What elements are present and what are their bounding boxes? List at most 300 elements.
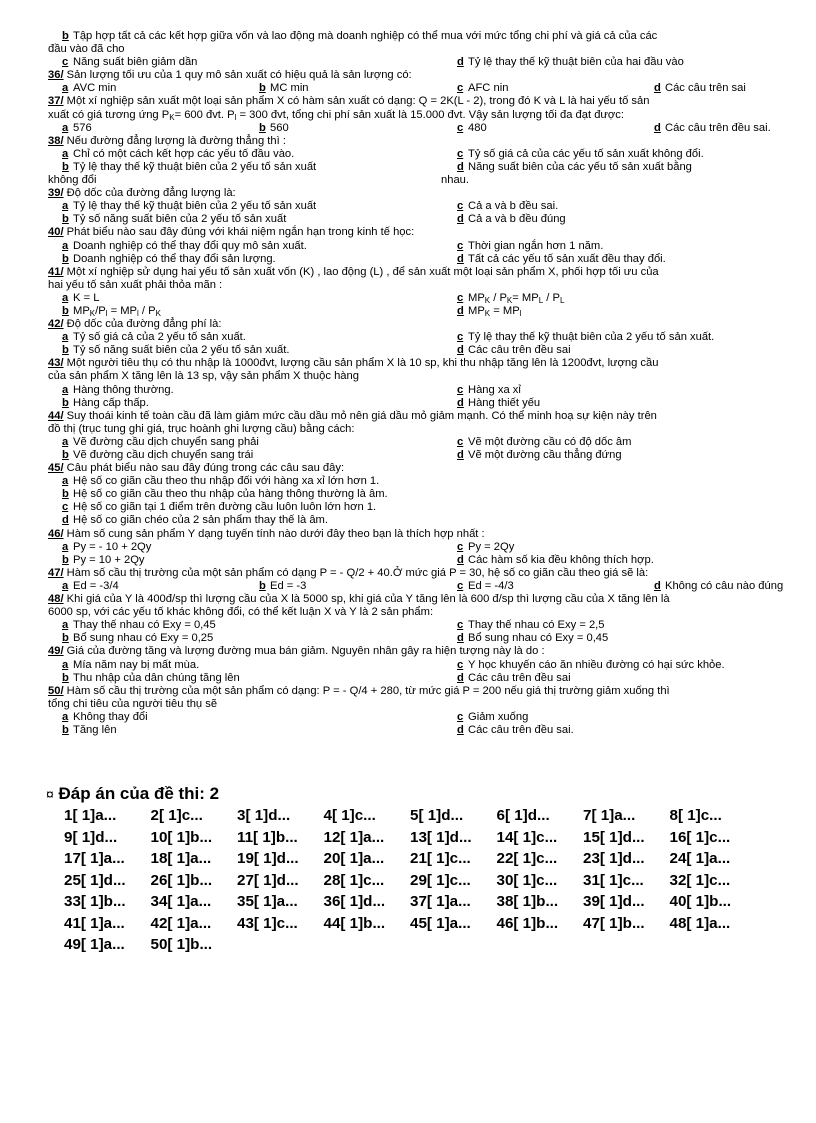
option-letter: b: [62, 723, 69, 736]
option-text: Tỷ lệ thay thế kỹ thuật biên của 2 yếu tố sản xuất: [73, 200, 317, 213]
option-text: Các câu trên đều sai.: [665, 121, 771, 134]
option-left: [48, 672, 443, 685]
option-left: [48, 554, 443, 567]
question-number: 37/: [48, 95, 64, 108]
option-text: $MP_K/P_l = MP_l / P_K$: [73, 304, 161, 318]
question-number: 38/: [48, 134, 64, 147]
option-letter: c: [457, 540, 464, 553]
option-text: Doanh nghiệp có thể thay đổi sản lượng.: [73, 252, 276, 265]
question-text: Nếu đường đẳng lượng là đường thẳng thì :: [63, 134, 286, 147]
option-letter: c: [457, 147, 464, 160]
question-line: [48, 226, 788, 239]
answer-item: 3[ 1]d...: [237, 807, 291, 825]
question-text: Giá của đường tăng và lượng đường mua bán giảm. Nguyên nhân gây ra hiện tượng này là do :: [63, 645, 545, 658]
option-letter: b: [62, 252, 69, 265]
option-pair: [48, 672, 788, 685]
option-text: K = L: [73, 291, 100, 304]
option-pair: [48, 711, 788, 724]
question-line: [48, 462, 788, 475]
option-text: 560: [270, 121, 289, 134]
option-letter: d: [457, 396, 464, 409]
option-text: Hệ số co giãn cầu theo thu nhập đối với hàng xa xỉ lớn hơn 1.: [73, 475, 380, 488]
option-cell: [48, 122, 245, 135]
option-pair: [48, 554, 788, 567]
option-letter: c: [457, 383, 464, 396]
option-letter: c: [457, 200, 464, 213]
option-letter: c: [457, 579, 464, 592]
answer-item: 6[ 1]d...: [496, 807, 550, 825]
answer-item: 46[ 1]b...: [496, 914, 559, 932]
option-text: Tỷ lệ thay thế kỹ thuật biên của hai đầu vào: [468, 56, 684, 69]
option-text: Không có câu nào đúng: [665, 579, 784, 592]
continuation-line: hai yếu tố sản xuất phải thỏa mãn :: [48, 278, 223, 291]
question-text: Một xí nghiệp sản xuất một loại sản phẩm X có hàm sản xuất có dạng: Q = 2K(L - 2), trong đó K và L là hai yếu tố sản: [63, 95, 650, 108]
option-letter: a: [62, 331, 69, 344]
question-line: [48, 135, 788, 148]
question-list: [48, 30, 788, 737]
option-letter: b: [62, 488, 69, 501]
option-pair: [48, 541, 788, 554]
option-text: Tất cả các yếu tố sản xuất đều thay đổi.: [468, 252, 666, 265]
option-letter: c: [457, 435, 464, 448]
answer-item: 19[ 1]d...: [237, 850, 299, 868]
option-text: 576: [73, 121, 92, 134]
option-right: [443, 672, 788, 685]
option-text: Năng suất biên giảm dần: [73, 56, 198, 69]
option-letter: a: [62, 200, 69, 213]
option-text: Ed = -3: [270, 579, 307, 592]
question-line: [48, 685, 788, 698]
option-left: [48, 200, 443, 213]
option-text: AVC min: [73, 82, 117, 95]
option-right: [443, 632, 788, 645]
option-letter: c: [62, 56, 69, 69]
option-text: Cả a và b đều đúng: [468, 213, 566, 226]
option-text: Năng suất biên của các yếu tố sản xuất bằng: [468, 160, 692, 173]
option-letter: a: [62, 383, 69, 396]
question-line: [48, 528, 788, 541]
option-text: Chỉ có một cách kết hợp các yếu tố đầu vào.: [73, 147, 295, 160]
option-letter: b: [62, 213, 69, 226]
option-letter: a: [62, 121, 69, 134]
answer-item: 15[ 1]d...: [583, 828, 645, 846]
answer-key-title: [46, 783, 788, 805]
option-cell: [640, 122, 788, 135]
answer-item: 24[ 1]a...: [669, 850, 731, 868]
answer-item: 13[ 1]d...: [410, 828, 472, 846]
answer-item: 28[ 1]c...: [323, 871, 385, 889]
answer-item: 47[ 1]b...: [583, 914, 645, 932]
question-line: [48, 593, 788, 606]
option-letter: d: [457, 671, 464, 684]
question-number: 46/: [48, 527, 64, 540]
option-letter: b: [62, 304, 69, 317]
answer-item: 49[ 1]a...: [64, 936, 125, 954]
option-text: Hệ số co giãn tại 1 điểm trên đường cầu luôn luôn lớn hơn 1.: [73, 501, 377, 514]
answer-item: 25[ 1]d...: [64, 871, 126, 889]
option-right: [443, 711, 788, 724]
question-line: [48, 410, 788, 423]
option-letter: c: [457, 82, 464, 95]
option-right: [443, 305, 788, 318]
continuation-line: của sản phẩm X tăng lên là 13 sp, vậy sản phẩm X thuộc hàng: [48, 370, 359, 383]
option-right: [443, 213, 788, 226]
answer-item: 40[ 1]b...: [669, 893, 732, 911]
answer-item: 39[ 1]d...: [583, 893, 645, 911]
question-number: 49/: [48, 645, 64, 658]
option-letter: a: [62, 579, 69, 592]
option-pair: [48, 213, 788, 226]
option-pair: [48, 56, 788, 69]
option-letter: b: [62, 344, 69, 357]
question-text: Một người tiêu thụ có thu nhập là 1000đvt, lượng cầu sản phẩm X là 10 sp, khi thu nhập tăng lên là 1200đvt, lượng cầu: [63, 357, 659, 370]
option-letter: d: [654, 121, 661, 134]
option-left: [48, 161, 443, 174]
option-letter: b: [62, 449, 69, 461]
option-right: [443, 397, 788, 410]
continuation-line: đầu vào đã cho: [48, 43, 125, 56]
option-text: Hàng thông thường.: [73, 383, 174, 396]
option-text: Không thay đổi: [73, 710, 148, 723]
option-letter: d: [457, 252, 464, 265]
option-right: [443, 253, 788, 266]
answer-item: 11[ 1]b...: [237, 828, 298, 846]
option-letter: c: [457, 291, 464, 304]
option-text: Y học khuyến cáo ăn nhiều đường có hại sức khỏe.: [468, 658, 725, 671]
question-text: Khi giá của Y là 400đ/sp thì lượng cầu của X là 5000 sp, khi giá của Y tăng lên là 600 đ/sp thì lượng cầu của X tăng lên là: [63, 593, 670, 606]
answer-item: 17[ 1]a...: [64, 850, 125, 868]
option-left: [48, 384, 443, 397]
option-quad: [48, 580, 788, 593]
option-letter: a: [62, 619, 69, 632]
option-cell: [443, 122, 640, 135]
option-text: Thời gian ngắn hơn 1 năm.: [468, 239, 604, 252]
option-right: [443, 619, 788, 632]
option-letter: c: [457, 658, 464, 671]
option-text: 480: [468, 121, 487, 134]
answer-item: 16[ 1]c...: [669, 828, 731, 846]
option-letter: c: [62, 501, 69, 514]
option-right: [443, 659, 788, 672]
option-text: Tỷ lệ thay thế kỹ thuật biên của 2 yếu tố sản xuất.: [468, 331, 715, 344]
option-letter: d: [654, 579, 661, 592]
question-line: [48, 187, 788, 200]
answer-item: 29[ 1]c...: [410, 871, 471, 889]
answer-item: 35[ 1]a...: [237, 893, 298, 911]
question-number: 39/: [48, 187, 64, 200]
answer-item: 31[ 1]c...: [583, 871, 644, 889]
option-pair: [48, 331, 788, 344]
continuation-line: 6000 sp, với các yếu tố khác không đổi, có thể kết luận X và Y là 2 sản phẩm:: [48, 606, 434, 619]
option-text: Tỷ số giá cả của các yếu tố sản xuất không đổi.: [468, 147, 704, 160]
option-cell: [245, 82, 443, 95]
option-left: [48, 724, 443, 737]
option-text: MC min: [270, 82, 309, 95]
option-line: [48, 501, 788, 514]
option-pair: [48, 436, 788, 449]
option-letter: b: [62, 553, 69, 566]
question-line: [48, 69, 788, 82]
option-text: Thu nhập của dân chúng tăng lên: [73, 671, 240, 684]
question-text: Độ dốc của đường đẳng phí là:: [63, 318, 222, 331]
option-text: Bổ sung nhau có Exy = 0,25: [73, 632, 214, 645]
question-number: 41/: [48, 265, 64, 278]
option-right: [443, 148, 788, 161]
option-pair: [48, 632, 788, 645]
option-right: [443, 344, 788, 357]
option-text: Thay thế nhau có Exy = 0,45: [73, 619, 216, 632]
answer-item: 32[ 1]c...: [669, 871, 731, 889]
option-text: Doanh nghiệp có thể thay đổi quy mô sản xuất.: [73, 239, 307, 252]
question-number: 43/: [48, 357, 64, 370]
option-pair: [48, 200, 788, 213]
option-text: Vẽ đường cầu dịch chuyển sang trái: [73, 449, 254, 461]
answer-item: 8[ 1]c...: [669, 807, 722, 825]
answer-item: 12[ 1]a...: [323, 828, 385, 846]
option-text: Tập hợp tất cả các kết hợp giữa vốn và lao động mà doanh nghiệp có thể mua với mức tổng chi phí và giá cả của các: [73, 30, 658, 42]
option-left: [48, 449, 443, 462]
option-text: Hệ số co giãn chéo của 2 sản phẩm thay thế là âm.: [73, 514, 328, 527]
option-letter: d: [457, 553, 464, 566]
answer-item: 7[ 1]a...: [583, 807, 636, 825]
answer-item: 37[ 1]a...: [410, 893, 471, 911]
question-text: Suy thoái kinh tế toàn cầu đã làm giảm mức cầu dầu mỏ nên giá dầu mỏ giảm mạnh. Có thể minh hoạ sự kiện này trên: [63, 409, 657, 422]
option-right: [443, 161, 788, 174]
option-letter: d: [457, 632, 464, 645]
option-pair: [48, 253, 788, 266]
option-text: Vẽ một đường cầu có độ dốc âm: [468, 435, 632, 448]
answer-item: 18[ 1]a...: [150, 850, 212, 868]
answer-item: 34[ 1]a...: [150, 893, 212, 911]
continuation-line: xuất có giá tương ứng $P_K= 600$ đvt. $P_l = 300$ đvt, tổng chi phí sản xuất là 15.000 đvt. Vậy sản lượng tối đa đạt được:: [48, 108, 624, 122]
option-text: Py = 10 + 2Qy: [73, 553, 145, 566]
option-letter: c: [457, 239, 464, 252]
option-pair: [48, 619, 788, 632]
option-letter: b: [62, 671, 69, 684]
split-left: không đổi: [48, 174, 97, 187]
answer-item: 27[ 1]d...: [237, 871, 299, 889]
option-left: [48, 56, 443, 69]
split-line: [48, 174, 788, 187]
option-text: Bổ sung nhau có Exy = 0,45: [468, 632, 609, 645]
option-pair: [48, 240, 788, 253]
option-letter: b: [62, 160, 69, 173]
option-letter: d: [457, 723, 464, 736]
option-text: Tỷ lệ thay thế kỹ thuật biên của 2 yếu tố sản xuất: [73, 160, 317, 173]
option-left: [48, 240, 443, 253]
answer-item: 2[ 1]c...: [150, 807, 203, 825]
option-text: Ed = -3/4: [73, 579, 119, 592]
answer-item: 23[ 1]d...: [583, 850, 645, 868]
option-letter: d: [654, 82, 661, 95]
option-text: Hàng thiết yếu: [468, 396, 541, 409]
option-pair: [48, 384, 788, 397]
option-text: Cả a và b đều sai.: [468, 200, 559, 213]
option-text: AFC nin: [468, 82, 509, 95]
answer-item: 20[ 1]a...: [323, 850, 385, 868]
answer-item: 38[ 1]b...: [496, 893, 559, 911]
option-text: Py = 2Qy: [468, 540, 515, 553]
question-number: 40/: [48, 226, 64, 239]
option-text: Giảm xuống: [468, 710, 529, 723]
option-left: [48, 305, 443, 318]
option-left: [48, 632, 443, 645]
option-letter: a: [62, 658, 69, 671]
option-text: Hệ số co giãn cầu theo thu nhập của hàng thông thường là âm.: [73, 488, 388, 501]
option-right: [443, 449, 788, 462]
question-number: 45/: [48, 462, 64, 475]
option-letter: c: [457, 619, 464, 632]
answer-item: 22[ 1]c...: [496, 850, 558, 868]
option-pair: [48, 449, 788, 462]
option-text: Các câu trên đều sai: [468, 671, 571, 684]
option-text: Tỷ số năng suất biên của 2 yếu tố sản xuất.: [73, 344, 290, 357]
option-right: [443, 292, 788, 305]
option-letter: a: [62, 710, 69, 723]
option-right: [443, 554, 788, 567]
option-letter: c: [457, 710, 464, 723]
option-left: [48, 331, 443, 344]
option-letter: b: [62, 396, 69, 409]
option-letter: b: [259, 121, 266, 134]
question-text: Phát biểu nào sau đây đúng với khái niệm ngắn hạn trong kinh tế học:: [63, 226, 415, 239]
option-cell: [443, 580, 640, 593]
option-text: Py = - 10 + 2Qy: [73, 540, 152, 553]
option-letter: b: [259, 579, 266, 592]
question-text: Câu phát biểu nào sau đây đúng trong các câu sau đây:: [63, 462, 345, 475]
option-cell: [245, 580, 443, 593]
option-text: Hàng cấp thấp.: [73, 396, 149, 409]
option-right: [443, 724, 788, 737]
option-letter: a: [62, 540, 69, 553]
option-pair: [48, 305, 788, 318]
option-right: [443, 436, 788, 449]
option-pair: [48, 161, 788, 174]
option-left: [48, 436, 443, 449]
option-line: [48, 475, 788, 488]
question-number: 48/: [48, 593, 64, 606]
answer-item: 44[ 1]b...: [323, 914, 386, 932]
option-line: [48, 30, 788, 43]
answer-item: 4[ 1]c...: [323, 807, 376, 825]
option-text: Các hàm số kia đều không thích hợp.: [468, 553, 654, 566]
answer-item: 5[ 1]d...: [410, 807, 464, 825]
question-line: [48, 357, 788, 370]
answer-item: 14[ 1]c...: [496, 828, 558, 846]
option-text: Các câu trên đều sai: [468, 344, 571, 357]
answer-key-heading: Đáp án của đề thi: 2: [58, 784, 220, 804]
question-text: Độ dốc của đường đẳng lượng là:: [63, 187, 236, 200]
option-text: Tỷ số giá cả của 2 yếu tố sản xuất.: [73, 331, 246, 344]
answer-item: 30[ 1]c...: [496, 871, 558, 889]
option-quad: [48, 122, 788, 135]
option-text: Tăng lên: [73, 723, 117, 736]
question-line: [48, 318, 788, 331]
option-left: [48, 253, 443, 266]
question-number: 42/: [48, 318, 64, 331]
continuation-line: tổng chi tiêu của người tiêu thụ sẽ: [48, 697, 218, 710]
answer-item: 33[ 1]b...: [64, 893, 126, 911]
option-right: [443, 56, 788, 69]
option-text: Ed = -4/3: [468, 579, 514, 592]
option-letter: d: [457, 56, 464, 69]
option-letter: a: [62, 82, 69, 95]
answer-item: 42[ 1]a...: [150, 914, 212, 932]
option-letter: a: [62, 291, 69, 304]
option-cell: [245, 122, 443, 135]
option-letter: b: [259, 82, 266, 95]
option-text: Các câu trên sai: [665, 82, 746, 95]
option-pair: [48, 724, 788, 737]
option-letter: d: [457, 213, 464, 226]
option-cell: [48, 580, 245, 593]
option-right: [443, 384, 788, 397]
question-number: 50/: [48, 684, 64, 697]
question-number: 44/: [48, 409, 64, 422]
option-letter: a: [62, 475, 69, 488]
option-left: [48, 148, 443, 161]
option-right: [443, 541, 788, 554]
answer-item: 26[ 1]b...: [150, 871, 213, 889]
option-line: [48, 514, 788, 527]
option-pair: [48, 344, 788, 357]
option-left: [48, 292, 443, 305]
answer-item: 21[ 1]c...: [410, 850, 471, 868]
option-cell: [48, 82, 245, 95]
option-letter: d: [457, 449, 464, 461]
answer-item: 43[ 1]c...: [237, 914, 298, 932]
answer-grid: [64, 805, 788, 956]
currency-symbol: ¤: [46, 786, 54, 803]
option-text: Vẽ một đường cầu thẳng đứng: [468, 449, 622, 461]
option-text: $MP_K / P_K= MP_L / P_L$: [468, 291, 565, 305]
option-text: Mía năm nay bị mất mùa.: [73, 658, 200, 671]
answer-item: 1[ 1]a...: [64, 807, 117, 825]
option-letter: d: [457, 304, 464, 317]
option-letter: a: [62, 239, 69, 252]
option-line: [48, 488, 788, 501]
question-text: Hàm số cầu thị trường của một sản phẩm có dạng P = - Q/2 + 40.Ở mức giá P = 30, hệ số co giãn cầu theo giá sẽ là:: [63, 566, 649, 579]
option-letter: a: [62, 147, 69, 160]
option-left: [48, 213, 443, 226]
option-letter: b: [62, 632, 69, 645]
option-left: [48, 619, 443, 632]
answer-item: 10[ 1]b...: [150, 828, 213, 846]
continuation-line: đồ thị (trục tung ghi giá, trục hoành ghi lượng cầu) bằng cách:: [48, 422, 355, 435]
option-pair: [48, 148, 788, 161]
option-right: [443, 331, 788, 344]
option-letter: d: [62, 514, 69, 527]
option-cell: [640, 580, 788, 593]
answer-item: 41[ 1]a...: [64, 914, 125, 932]
answer-item: 50[ 1]b...: [150, 936, 213, 954]
option-text: Các câu trên đều sai.: [468, 723, 574, 736]
answer-key: [48, 783, 788, 956]
option-right: [443, 240, 788, 253]
option-text: Hàng xa xỉ: [468, 383, 521, 396]
exam-page: [48, 30, 788, 956]
option-text: Thay thế nhau có Exy = 2,5: [468, 619, 605, 632]
option-text: $MP_K = MP_l$: [468, 304, 522, 318]
question-number: 47/: [48, 566, 64, 579]
question-line: [48, 95, 788, 108]
option-pair: [48, 397, 788, 410]
option-letter: a: [62, 435, 69, 448]
option-right: [443, 200, 788, 213]
option-letter: d: [457, 160, 464, 173]
answer-item: 45[ 1]a...: [410, 914, 471, 932]
option-text: Vẽ đường cầu dịch chuyển sang phải: [73, 435, 259, 448]
